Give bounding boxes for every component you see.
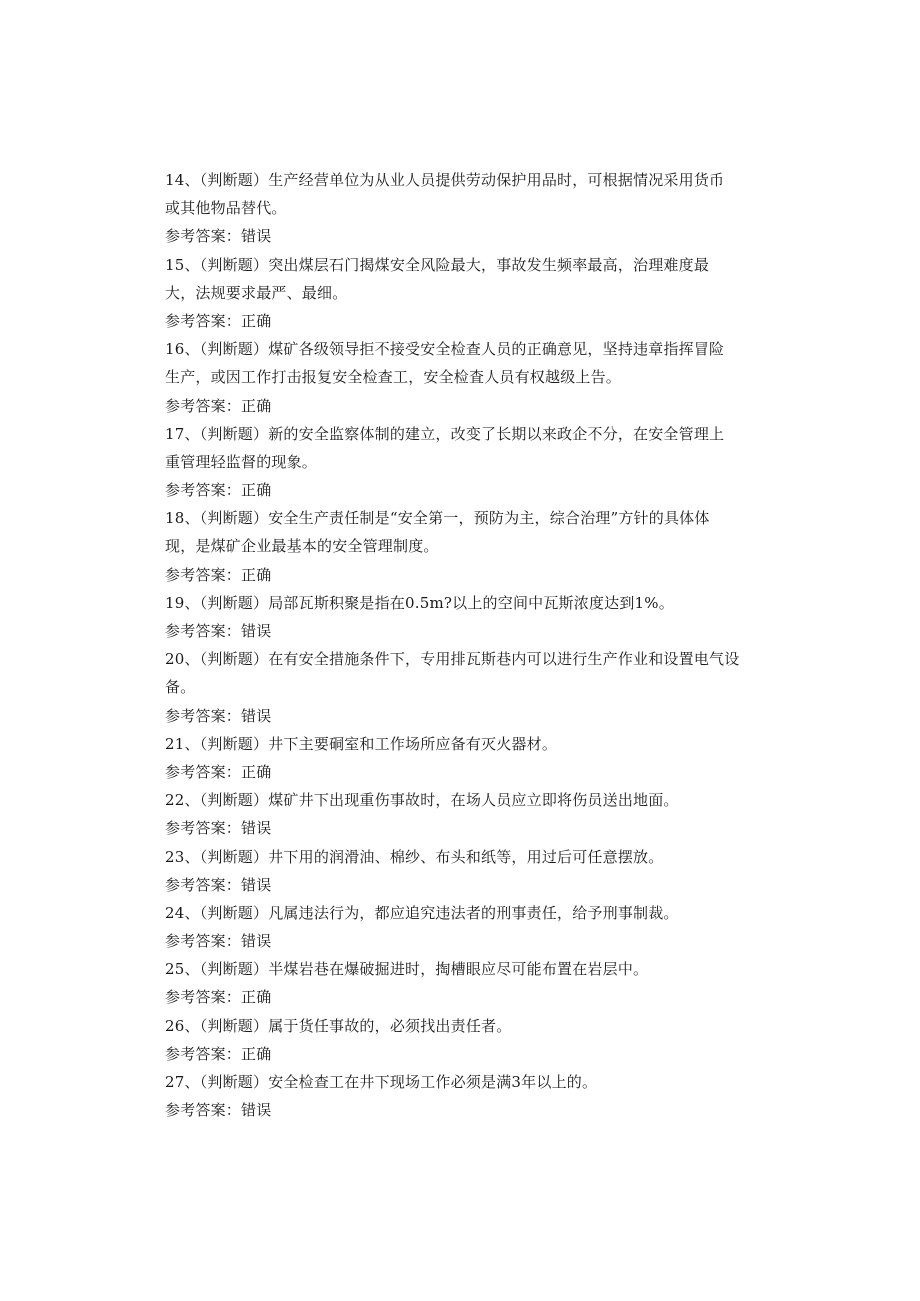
answer-line xyxy=(165,702,755,730)
question-item xyxy=(165,786,755,842)
question-number: 20 xyxy=(165,650,185,669)
answer-label: 参考答案： xyxy=(165,227,242,246)
question-first-line xyxy=(165,589,755,617)
question-text: 凡属违法行为，都应追究违法者的刑事责任，给予刑事制裁。 xyxy=(268,903,679,922)
question-separator: 、 xyxy=(184,424,200,443)
answer-label: 参考答案： xyxy=(165,1101,242,1120)
question-separator: 、 xyxy=(184,1073,200,1091)
question-first-line xyxy=(165,420,755,448)
question-separator: 、 xyxy=(184,960,200,979)
question-number: 24 xyxy=(165,903,185,922)
answer-label: 参考答案： xyxy=(165,706,242,725)
answer-value: 错误 xyxy=(241,875,272,894)
question-item xyxy=(165,589,755,645)
question-text: 煤矿各级领导拒不接受安全检查人员的正确意见，坚持违章指挥冒险 xyxy=(268,340,725,359)
question-text: 突出煤层石门揭煤安全风险最大，事故发生频率最高，治理难度最 xyxy=(268,255,710,274)
question-text: 大，法规要求最严、最细。 xyxy=(165,283,348,302)
question-type: （判断题） xyxy=(199,791,269,810)
answer-value: 正确 xyxy=(241,1044,272,1063)
answer-value: 错误 xyxy=(241,622,272,640)
answer-value: 正确 xyxy=(241,988,272,1007)
question-item xyxy=(165,420,755,505)
question-type: （判断题） xyxy=(199,255,269,274)
question-type: （判断题） xyxy=(199,960,269,979)
question-number: 25 xyxy=(165,960,185,979)
question-number: 14 xyxy=(165,171,185,189)
question-text: 新的安全监察体制的建立，改变了长期以来政企不分，在安全管理上 xyxy=(268,424,725,443)
question-item xyxy=(165,251,755,336)
answer-line xyxy=(165,222,755,250)
question-separator: 、 xyxy=(184,650,200,669)
question-number: 15 xyxy=(165,255,185,274)
question-separator: 、 xyxy=(184,255,200,274)
question-first-line xyxy=(165,1068,755,1096)
answer-label: 参考答案： xyxy=(165,1044,242,1063)
question-text: 安全检查工在井下现场工作必须是满3年以上的。 xyxy=(268,1073,598,1091)
question-type: （判断题） xyxy=(199,847,269,866)
question-text: 生产，或因工作打击报复安全检查工，安全检査人员有权越级上告。 xyxy=(165,368,622,387)
answer-line xyxy=(165,1096,755,1124)
answer-label: 参考答案： xyxy=(165,622,242,640)
question-item xyxy=(165,645,755,730)
question-number: 18 xyxy=(165,509,185,528)
answer-line xyxy=(165,814,755,842)
question-first-line xyxy=(165,899,755,927)
question-continuation-line xyxy=(165,194,755,222)
question-type: （判断题） xyxy=(199,593,269,612)
question-first-line xyxy=(165,730,755,758)
question-separator: 、 xyxy=(184,509,200,528)
question-continuation-line xyxy=(165,532,755,560)
question-type: （判断题） xyxy=(199,1073,269,1091)
question-first-line xyxy=(165,166,755,194)
answer-line xyxy=(165,1040,755,1068)
answer-label: 参考答案： xyxy=(165,819,242,838)
question-text: 井下主要硐室和工作场所应备有灭火器材。 xyxy=(268,734,558,753)
question-separator: 、 xyxy=(184,171,200,189)
question-first-line xyxy=(165,786,755,814)
question-text: 在有安全措施条件下，专用排瓦斯巷内可以进行生产作业和设置电气设 xyxy=(268,650,740,669)
question-separator: 、 xyxy=(184,734,200,753)
answer-label: 参考答案： xyxy=(165,565,242,584)
question-separator: 、 xyxy=(184,340,200,359)
question-text: 备。 xyxy=(165,678,196,697)
answer-line xyxy=(165,983,755,1011)
question-item xyxy=(165,1068,755,1124)
question-type: （判断题） xyxy=(199,650,269,669)
question-continuation-line xyxy=(165,448,755,476)
answer-label: 参考答案： xyxy=(165,762,242,781)
question-first-line xyxy=(165,335,755,363)
question-type: （判断题） xyxy=(199,734,269,753)
question-text: 安全生产责任制是“安全第一，预防为主，综合治理”方针的具体体 xyxy=(268,509,710,528)
answer-line xyxy=(165,617,755,645)
question-separator: 、 xyxy=(184,791,200,810)
question-number: 27 xyxy=(165,1073,185,1091)
question-item xyxy=(165,730,755,786)
question-item xyxy=(165,166,755,251)
answer-value: 正确 xyxy=(241,481,272,500)
answer-line xyxy=(165,476,755,504)
question-item xyxy=(165,843,755,899)
answer-label: 参考答案： xyxy=(165,396,242,415)
question-separator: 、 xyxy=(184,1016,200,1035)
question-item xyxy=(165,899,755,955)
answer-value: 错误 xyxy=(241,227,272,246)
answer-line xyxy=(165,392,755,420)
question-item xyxy=(165,335,755,420)
answer-line xyxy=(165,758,755,786)
question-continuation-line xyxy=(165,673,755,701)
question-number: 22 xyxy=(165,791,185,810)
question-first-line xyxy=(165,955,755,983)
answer-label: 参考答案： xyxy=(165,932,242,951)
question-text: 或其他物品替代。 xyxy=(165,199,287,218)
question-continuation-line xyxy=(165,279,755,307)
answer-label: 参考答案： xyxy=(165,875,242,894)
question-number: 23 xyxy=(165,847,185,866)
question-list xyxy=(165,166,755,1124)
answer-label: 参考答案： xyxy=(165,481,242,500)
answer-line xyxy=(165,871,755,899)
question-text: 半煤岩巷在爆破掘进时，掏槽眼应尽可能布置在岩层中。 xyxy=(268,960,649,979)
question-type: （判断题） xyxy=(199,509,269,528)
question-text: 现，是煤矿企业最基本的安全管理制度。 xyxy=(165,537,439,556)
question-type: （判断题） xyxy=(199,340,269,359)
answer-label: 参考答案： xyxy=(165,311,242,330)
question-number: 26 xyxy=(165,1016,185,1035)
question-text: 局部瓦斯积聚是指在0.5m?以上的空间中瓦斯浓度达到1%。 xyxy=(268,593,674,612)
question-first-line xyxy=(165,251,755,279)
question-number: 17 xyxy=(165,424,185,443)
question-type: （判断题） xyxy=(199,424,269,443)
answer-line xyxy=(165,927,755,955)
answer-value: 正确 xyxy=(241,565,272,584)
question-first-line xyxy=(165,645,755,673)
question-number: 21 xyxy=(165,734,185,753)
answer-value: 错误 xyxy=(241,819,272,838)
answer-line xyxy=(165,307,755,335)
question-item xyxy=(165,955,755,1011)
question-item xyxy=(165,504,755,589)
answer-value: 错误 xyxy=(241,706,272,725)
question-text: 井下用的润滑油、棉纱、布头和纸等，用过后可任意摆放。 xyxy=(268,847,664,866)
question-text: 属于货任事故的，必须找出责任者。 xyxy=(268,1016,512,1035)
question-number: 19 xyxy=(165,593,185,612)
answer-value: 正确 xyxy=(241,762,272,781)
question-type: （判断题） xyxy=(199,171,269,189)
question-text: 重管理轻监督的现象。 xyxy=(165,452,318,471)
question-first-line xyxy=(165,1012,755,1040)
question-first-line xyxy=(165,504,755,532)
answer-line xyxy=(165,561,755,589)
answer-label: 参考答案： xyxy=(165,988,242,1007)
question-type: （判断题） xyxy=(199,903,269,922)
question-number: 16 xyxy=(165,340,185,359)
question-separator: 、 xyxy=(184,593,200,612)
question-first-line xyxy=(165,843,755,871)
answer-value: 正确 xyxy=(241,396,272,415)
question-item xyxy=(165,1012,755,1068)
answer-value: 错误 xyxy=(241,1101,272,1120)
question-separator: 、 xyxy=(184,847,200,866)
question-text: 生产经营单位为从业人员提供劳动保护用品时，可根据情况采用货币 xyxy=(268,171,725,189)
question-separator: 、 xyxy=(184,903,200,922)
question-text: 煤矿井下出现重伤事故时，在场人员应立即将伤员送出地面。 xyxy=(268,791,679,810)
answer-value: 正确 xyxy=(241,311,272,330)
answer-value: 错误 xyxy=(241,932,272,951)
question-continuation-line xyxy=(165,363,755,391)
question-type: （判断题） xyxy=(199,1016,269,1035)
